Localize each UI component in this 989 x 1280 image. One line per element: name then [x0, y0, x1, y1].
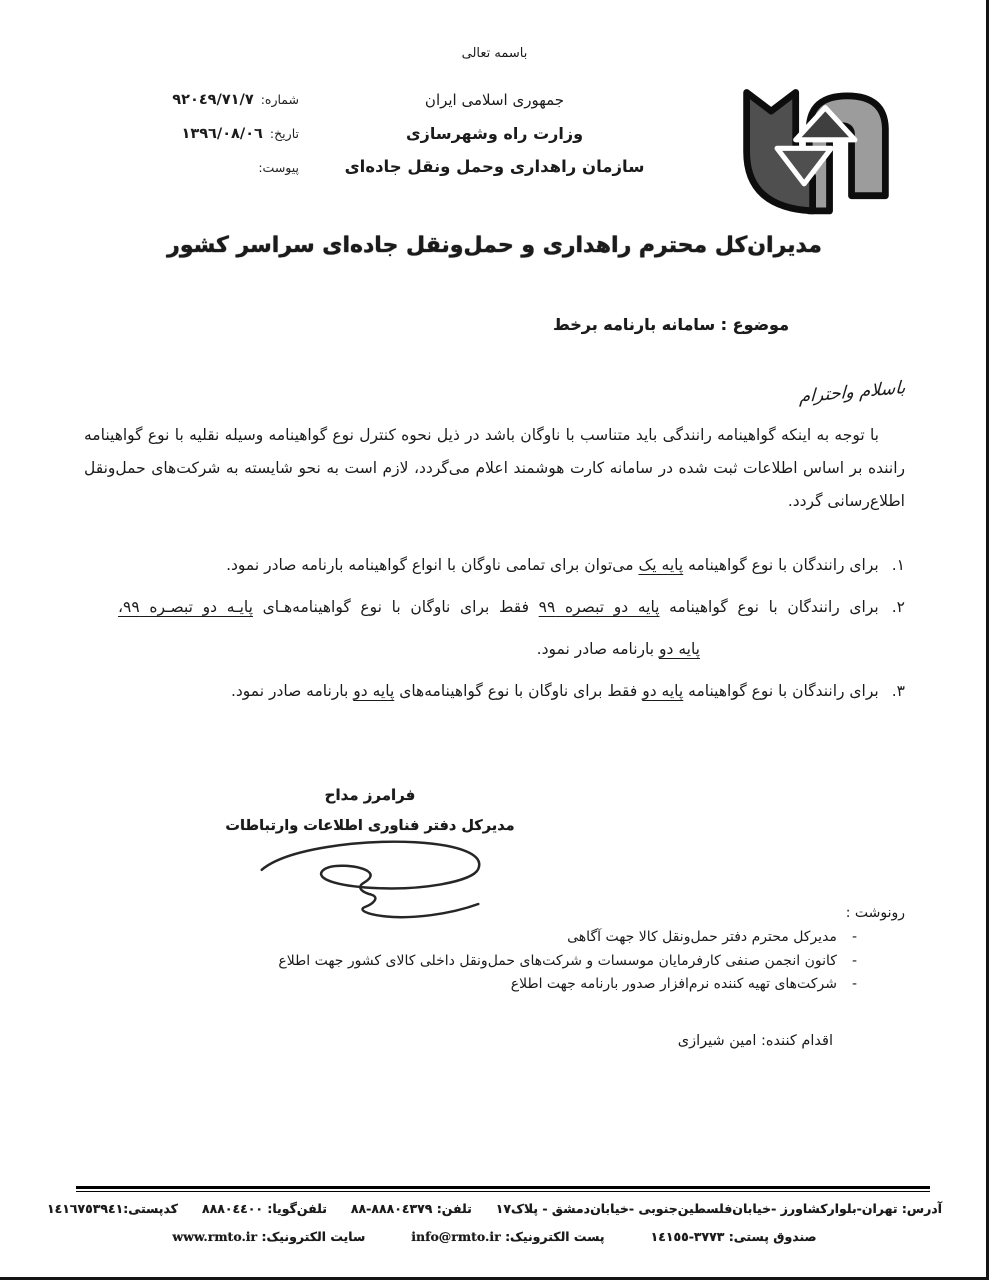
cc-item-1-text: مدیرکل محترم دفتر حمل‌ونقل کالا جهت آگاهی	[567, 929, 837, 945]
item-2-text: برای رانندگان با نوع گواهینامه پایه دو تبصره ٩٩ فقط برای ناوگان با نوع گواهینامه‌هـای پایـه دو تبصـره ٩٩،	[118, 598, 879, 616]
footer-contact-line	[0, 1201, 989, 1216]
footer-email	[411, 1229, 604, 1244]
org-ministry: وزارت راه وشهرسازی	[405, 124, 584, 143]
letter-attachment-label: پیوست:	[258, 160, 299, 175]
footer-pobox: صندوق پستی: ١٤١٥٥‎-‎٣٧٧٣	[650, 1229, 817, 1244]
letter-number-row	[87, 92, 299, 126]
cc-item-3-text: شرکت‌های تهیه کننده نرم‌افزار صدور بارنامه جهت اطلاع	[510, 976, 837, 992]
footer-site	[172, 1229, 365, 1244]
list-item-2	[84, 586, 905, 628]
footer-address: آدرس: تهران-بلوارکشاورز -خیابان‌فلسطین‌جنوبی -خیابان‌دمشق - پلاک١٧	[495, 1201, 943, 1216]
cc-item-1	[278, 926, 905, 950]
body-paragraph: با توجه به اینکه گواهینامه رانندگی باید متناسب با ناوگان باشد در ذیل نحوه کنترل نوع گواهینامه وسیله نقلیه با نوع گواهینامه راننده بر اساس اطلاعات ثبت شده در سامانه کارت هوشمند اعلام می‌گردد، لازم است به نحو شایسته به شرکت‌های حمل‌ونقل اطلاع‌رسانی گردد.	[84, 426, 905, 510]
letter-number-label: شماره:	[260, 92, 299, 107]
cc-item-2	[278, 950, 905, 974]
letter-date-row	[87, 126, 299, 160]
dash-bullet: -	[851, 929, 857, 945]
letter-attachment-row	[87, 160, 299, 194]
list-item-3	[84, 670, 905, 712]
item-1-number: ١.	[891, 556, 905, 574]
item-3-text: برای رانندگان با نوع گواهینامه پایه دو فقط برای ناوگان با نوع گواهینامه‌های پایه دو بارنامه صادر نمود.	[230, 682, 879, 700]
cc-item-3	[278, 973, 905, 997]
dash-bullet: -	[851, 952, 857, 969]
item-1-text: برای رانندگان با نوع گواهینامه پایه یک می‌توان برای تمامی ناوگان با انواع گواهینامه بارنامه صادر نمود.	[226, 556, 879, 574]
dash-bullet: -	[851, 976, 857, 992]
letter-meta	[87, 92, 299, 194]
item-list	[84, 544, 905, 712]
rmto-logo-icon	[731, 84, 901, 216]
cc-label: رونوشت :	[845, 905, 905, 921]
action-officer: اقدام کننده: امین شیرازی	[677, 1033, 833, 1049]
item-2-number: ٢.	[891, 598, 905, 616]
footer-phone: تلفن: ٨٨‎-‎٨٨٨٠٤٣٧٩	[350, 1201, 472, 1216]
footer-links-line	[0, 1229, 989, 1244]
bismillah-text: باسمه تعالی	[461, 46, 528, 61]
footer-site-value: www.rmto.ir	[172, 1229, 258, 1244]
signer-role: مدیرکل دفتر فناوری اطلاعات وارتباطات	[225, 818, 515, 834]
letter-date-label: تاریخ:	[269, 126, 299, 141]
footer-postal-code: کدپستی:١٤١٦٧٥٣٩٤١	[47, 1201, 178, 1216]
footer-site-label: سایت الکترونیک:	[261, 1229, 366, 1244]
footer-email-value: info@rmto.ir	[411, 1229, 501, 1244]
org-organization: سازمان راهداری وحمل ونقل جاده‌ای	[344, 157, 645, 176]
recipient-title: مدیران‌کل محترم راهداری و حمل‌ونقل جاده‌ای سراسر کشور	[167, 233, 822, 258]
cc-block	[278, 905, 905, 997]
salutation-text: باسلام واحترام	[798, 377, 906, 408]
org-country: جمهوری اسلامی ایران	[424, 91, 565, 109]
letter-number-value: ٩٢٠٤٩/٧١/٧	[172, 92, 254, 108]
item-3-number: ٣.	[891, 682, 905, 700]
signer-name: فرامرز مداح	[324, 786, 416, 804]
footer-divider	[76, 1186, 930, 1192]
letter-date-value: ١٣٩٦/٠٨/٠٦	[181, 126, 263, 142]
footer-voice-phone: تلفن‌گویا: ٨٨٨٠٤٤٠٠	[201, 1201, 327, 1216]
list-item-1	[84, 544, 905, 586]
item-2-continuation-text: پایه دو بارنامه صادر نمود.	[536, 640, 700, 658]
list-item-2-continuation	[84, 628, 905, 670]
cc-item-2-text: کانون انجمن صنفی کارفرمایان موسسات و شرکت‌های حمل‌ونقل داخلی کالای کشور جهت اطلاع	[278, 952, 837, 969]
footer-email-label: پست الکترونیک:	[505, 1229, 605, 1244]
signature-block	[200, 786, 540, 923]
subject-line: موضوع : سامانه بارنامه برخط	[553, 315, 789, 334]
